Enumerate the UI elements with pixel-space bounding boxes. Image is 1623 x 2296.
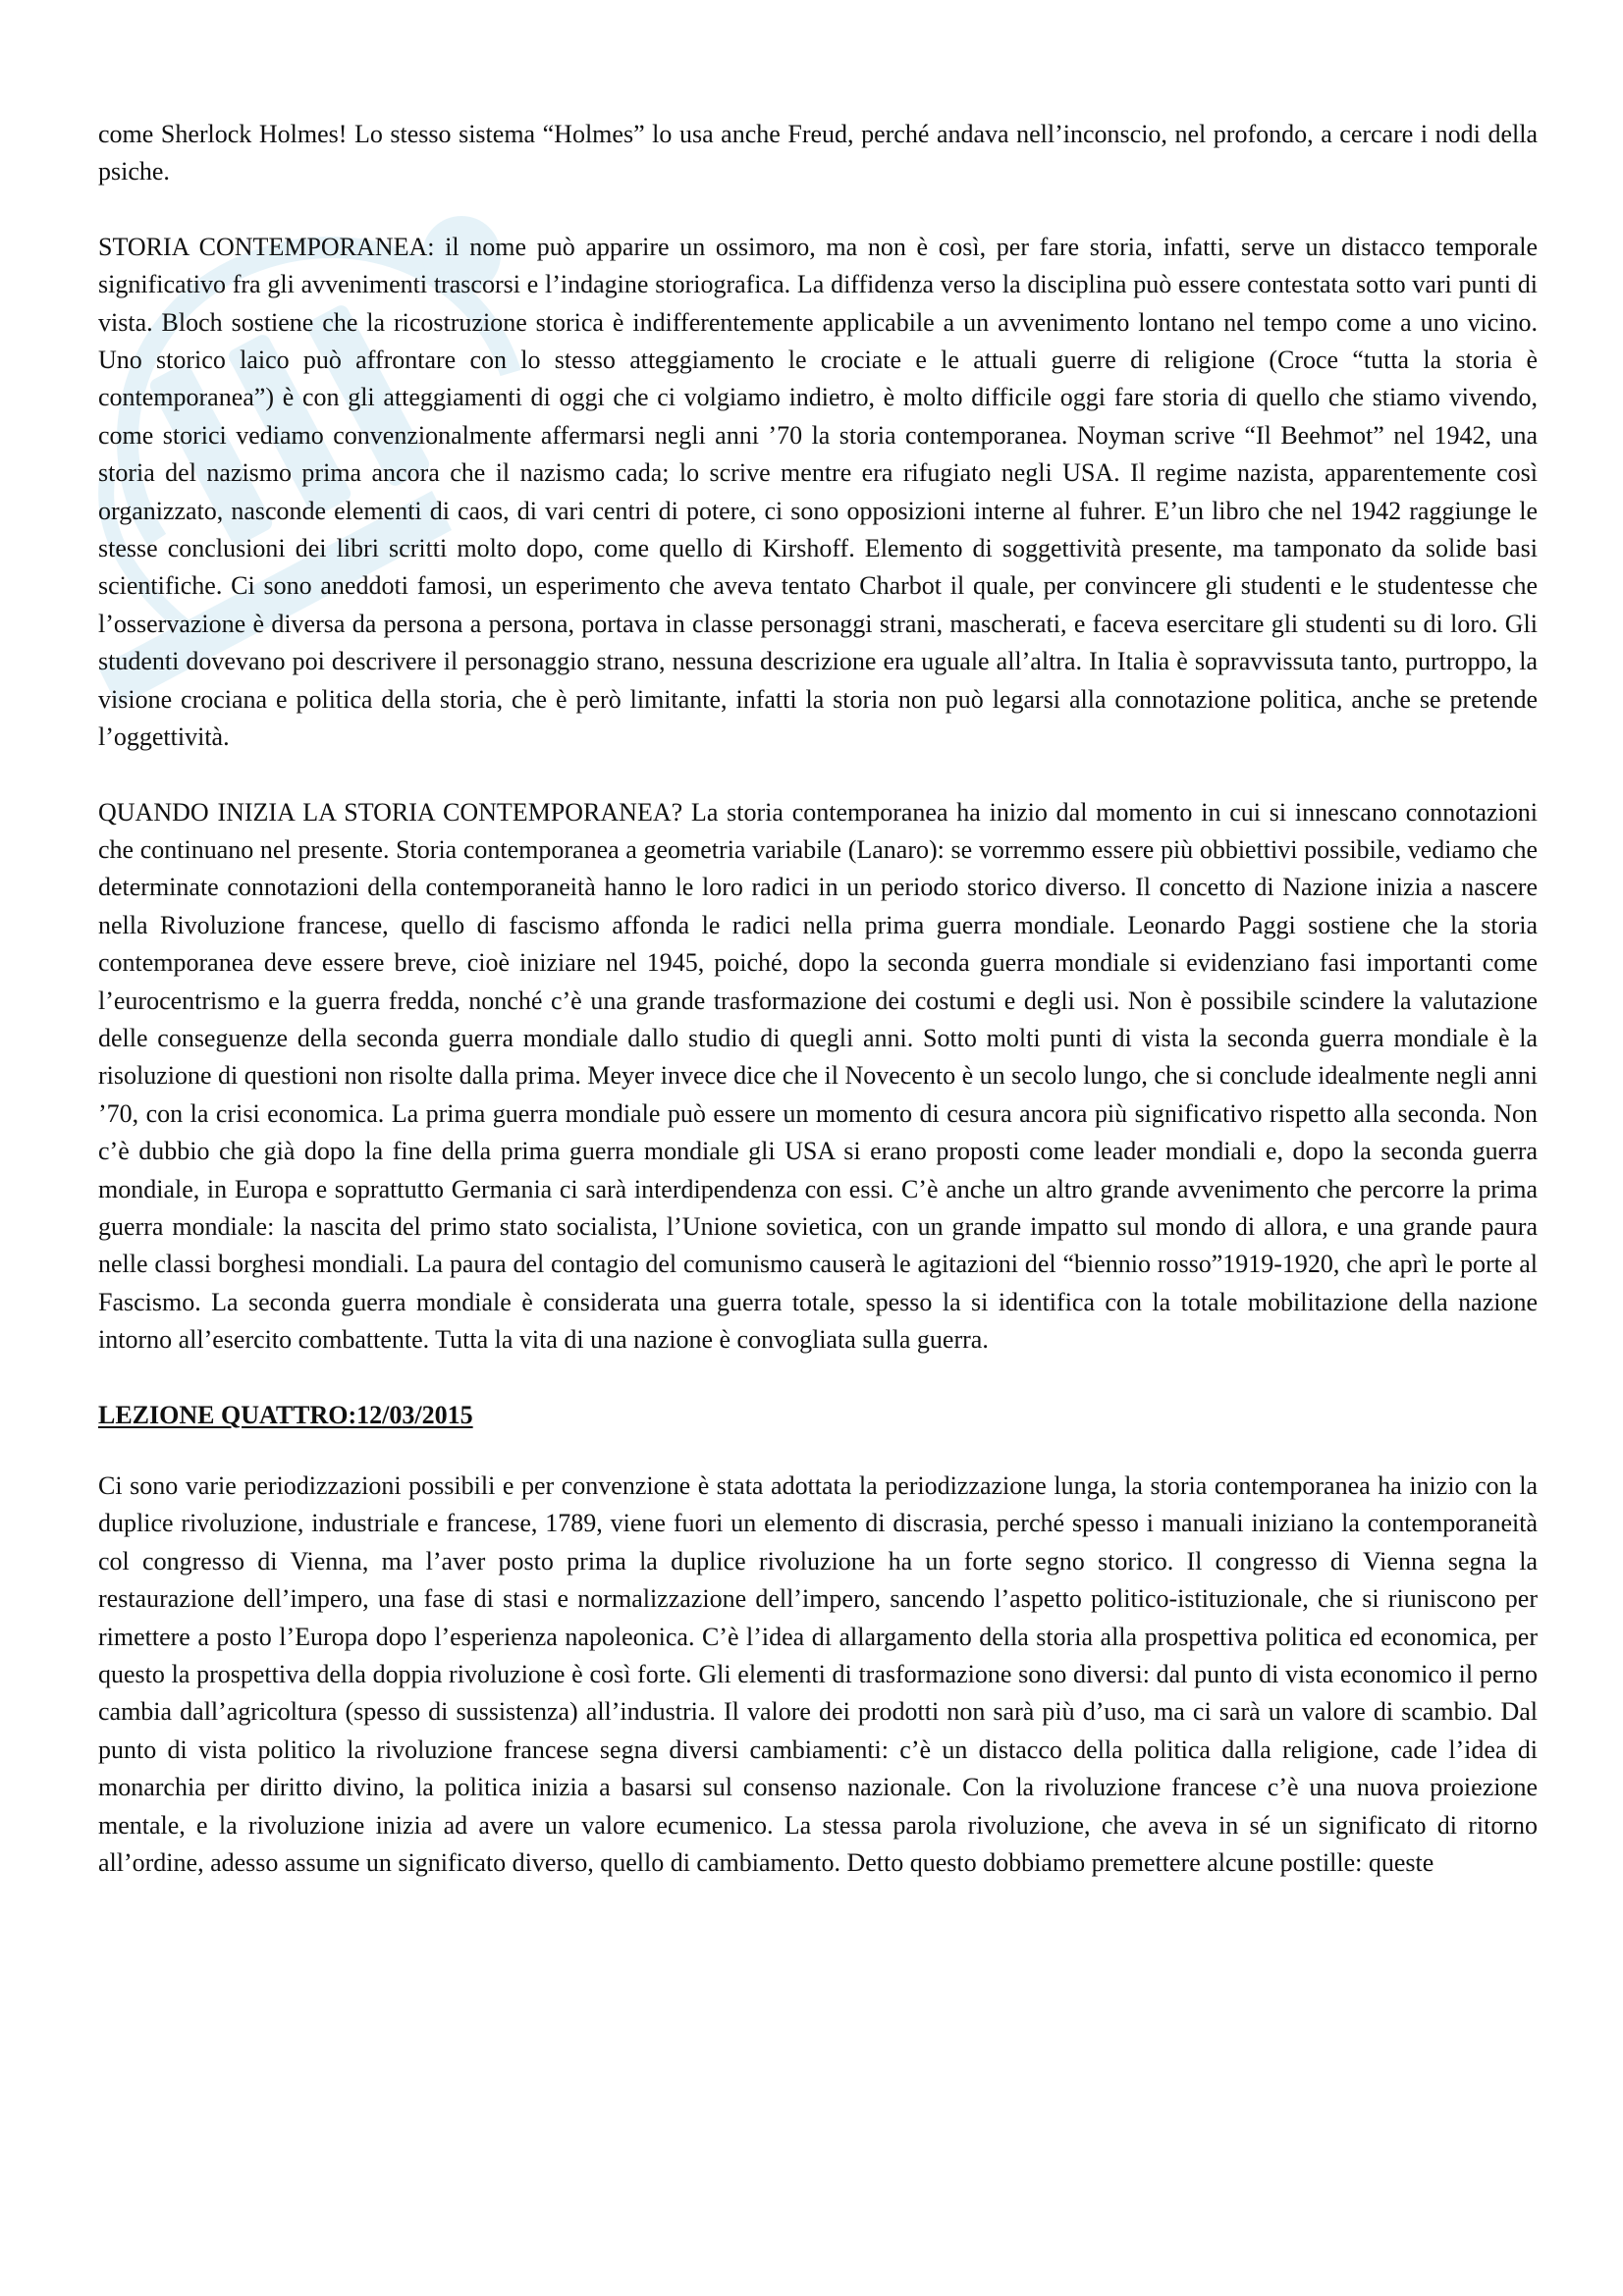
paragraph-intro: come Sherlock Holmes! Lo stesso sistema “Holmes” lo usa anche Freud, perché andava nell’inconscio, nel profondo, a cercare i nodi della psiche. [98,120,1538,187]
paragraph-quando-inizia: QUANDO INIZIA LA STORIA CONTEMPORANEA? La storia contemporanea ha inizio dal momento in cui si innescano connotazioni che continuano nel presente. Storia contemporanea a geometria variabile (Lanaro): se vorremmo essere più obbiettivi possibile, vediamo che determinate connotazioni della contemporaneità hanno le loro radici in un periodo storico diverso. Il concetto di Nazione inizia a nascere nella Rivoluzione francese, quello di fascismo affonda le radici nella prima guerra mondiale. Leonardo Paggi sostiene che la storia contemporanea deve essere breve, cioè iniziare nel 1945, poiché, dopo la seconda guerra mondiale si evidenziano fasi importanti come l’eurocentrismo e la guerra fredda, nonché c’è una grande trasformazione dei costumi e degli usi. Non è possibile scindere la valutazione delle conseguenze della seconda guerra mondiale dallo studio di quegli anni. Sotto molti punti di vista la seconda guerra mondiale è la risoluzione di questioni non risolte dalla prima. Meyer invece dice che il Novecento è un secolo lungo, che si conclude idealmente negli anni ’70, con la crisi economica. La prima guerra mondiale può essere un momento di cesura ancora più significativo rispetto alla seconda. Non c’è dubbio che già dopo la fine della prima guerra mondiale gli USA si erano proposti come leader mondiali e, dopo la seconda guerra mondiale, in Europa e soprattutto Germania ci sarà interdipendenza con essi. C’è anche un altro grande avvenimento che percorre la prima guerra mondiale: la nascita del primo stato socialista, l’Unione sovietica, con un grande impatto sul mondo di allora, e una grande paura nelle classi borghesi mondiali. La paura del contagio del comunismo causerà le agitazioni del “biennio rosso”1919-1920, che aprì le porte al Fascismo. La seconda guerra mondiale è considerata una guerra totale, spesso la si identifica con la totale mobilitazione della nazione intorno all’esercito combattente. Tutta la vita di una nazione è convogliata sulla guerra. [98,797,1538,1355]
section-heading: LEZIONE QUATTRO:12/03/2015 [98,1400,473,1429]
paragraph-lezione-quattro: Ci sono varie periodizzazioni possibili e per convenzione è stata adottata la periodizzazione lunga, la storia contemporanea ha inizio con la duplice rivoluzione, industriale e francese, 1789, viene fuori un elemento di discrasia, perché spesso i manuali iniziano la contemporaneità col congresso di Vienna, ma l’aver posto prima la duplice rivoluzione ha un forte segno storico. Il congresso di Vienna segna la restaurazione dell’impero, una fase di stasi e normalizzazione dell’impero, sancendo l’aspetto politico-istituzionale, che si riuniscono per rimettere a posto l’Europa dopo l’esperienza napoleonica. C’è l’idea di allargamento della storia alla prospettiva politica ed economica, per questo la prospettiva della doppia rivoluzione è così forte. Gli elementi di trasformazione sono diversi: dal punto di vista economico il perno cambia dall’agricoltura (spesso di sussistenza) all’industria. Il valore dei prodotti non sarà più d’uso, ma ci sarà un valore di scambio. Dal punto di vista politico la rivoluzione francese segna diversi cambiamenti: c’è un distacco della politica dalla religione, cade l’idea di monarchia per diritto divino, la politica inizia a basarsi sul consenso nazionale. Con la rivoluzione francese c’è una nuova proiezione mentale, e la rivoluzione inizia ad avere un valore ecumenico. La stessa parola rivoluzione, che aveva in sé un significato di ritorno all’ordine, adesso assume un significato diverso, quello di cambiamento. Detto questo dobbiamo premettere alcune postille: queste [98,1471,1538,1878]
paragraph-storia-contemporanea: STORIA CONTEMPORANEA: il nome può apparire un ossimoro, ma non è così, per fare storia, infatti, serve un distacco temporale significativo fra gli avvenimenti trascorsi e l’indagine storiografica. La diffidenza verso la disciplina può essere contestata sotto vari punti di vista. Bloch sostiene che la ricostruzione storica è indifferentemente applicabile a un avvenimento lontano nel tempo come a uno vicino. Uno storico laico può affrontare con lo stesso atteggiamento le crociate e le attuali guerre di religione (Croce “tutta la storia è contemporanea”) è con gli atteggiamenti di oggi che ci volgiamo indietro, è molto difficile oggi fare storia di quello che stiamo vivendo, come storici vediamo convenzionalmente affermarsi negli anni ’70 la storia contemporanea. Noyman scrive “Il Beehmot” nel 1942, una storia del nazismo prima ancora che il nazismo cada; lo scrive mentre era rifugiato negli USA. Il regime nazista, apparentemente così organizzato, nasconde elementi di caos, di vari centri di potere, ci sono opposizioni interne al fuhrer. E’un libro che nel 1942 raggiunge le stesse conclusioni dei libri scritti molto dopo, come quello di Kirshoff. Elemento di soggettività presente, ma tamponato da solide basi scientifiche. Ci sono aneddoti famosi, un esperimento che aveva tentato Charbot il quale, per convincere gli studenti e le studentesse che l’osservazione è diversa da persona a persona, portava in classe personaggi strani, mascherati, e faceva esercitare gli studenti su di loro. Gli studenti dovevano poi descrivere il personaggio strano, nessuna descrizione era uguale all’altra. In Italia è sopravvissuta tanto, purtroppo, la visione crociana e politica della storia, che è però limitante, infatti la storia non può legarsi alla connotazione politica, anche se pretende l’oggettività. [98,232,1538,752]
document-body [98,116,1538,1882]
